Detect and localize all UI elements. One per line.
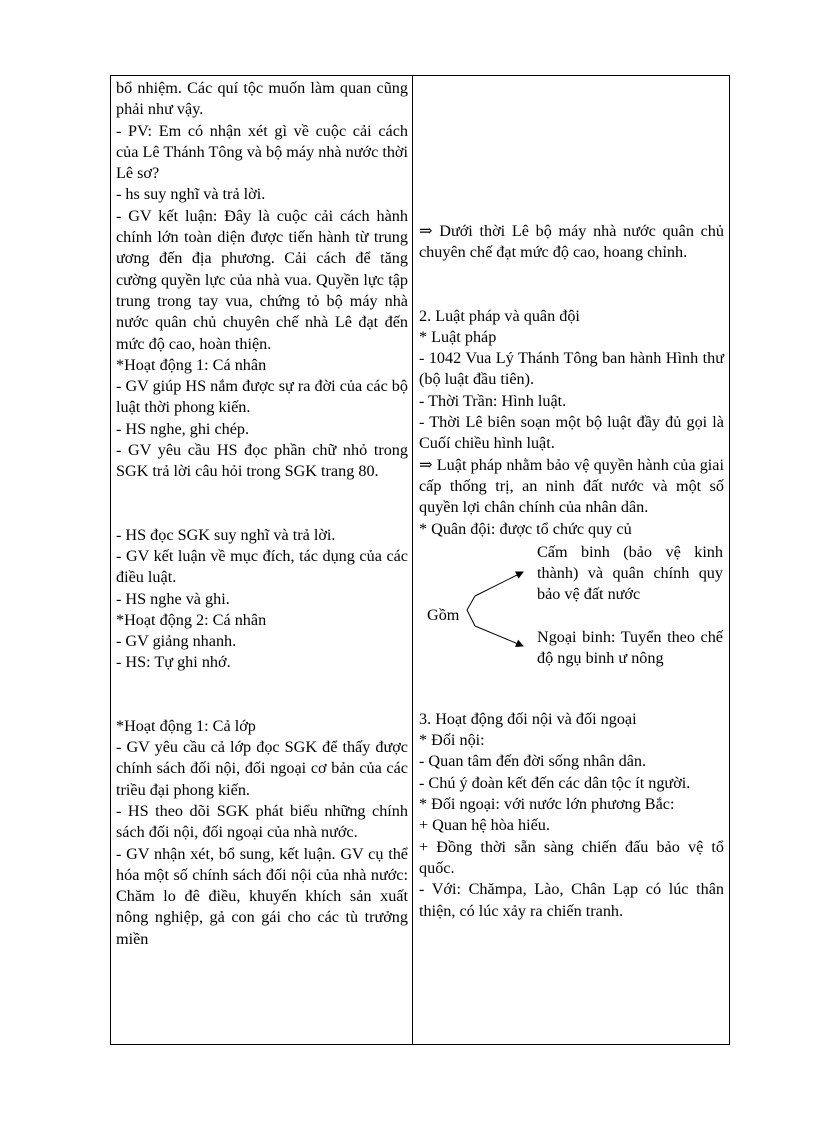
- left-paragraph: - HS nghe, ghi chép.: [116, 419, 250, 438]
- right-paragraph: - Thời Trần: Hình luật.: [419, 391, 567, 410]
- right-paragraph: + Đồng thời sẵn sàng chiến đấu bảo vệ tổ quốc.: [419, 837, 724, 877]
- left-paragraph: - HS đọc SGK suy nghĩ và trả lời.: [116, 525, 336, 544]
- left-paragraph: - HS nghe và ghi.: [116, 589, 230, 608]
- right-paragraph: * Luật pháp: [419, 327, 497, 346]
- column-divider: [412, 76, 413, 1044]
- left-paragraph: - GV kết luận: Đây là cuộc cải cách hành chính lớn toàn diện được tiến hành từ trung ương đến địa phương. Cải cách để tăng cường quyền lực của nhà vua. Quyền lực tập trung trong tay vua, chứng tỏ bộ máy nhà nước quân chủ chuyên chế nhà Lê đạt đến mức độ cao, hoàn thiện.: [116, 206, 408, 353]
- right-paragraph: * Đối nội:: [419, 731, 485, 750]
- arrow-up-right: [475, 572, 523, 596]
- teacher-student-activities-column: [116, 78, 408, 950]
- knowledge-column: [419, 78, 724, 922]
- army-diagram: [419, 540, 724, 666]
- left-paragraph: - GV yêu cầu HS đọc phần chữ nhỏ trong SGK trả lời câu hỏi trong SGK trang 80.: [116, 441, 408, 481]
- arrow-down-right: [475, 626, 523, 646]
- conclusion-text: ⇒ Dưới thời Lê bộ máy nhà nước quân chủ chuyên chế đạt mức độ cao, hoang chỉnh.: [419, 222, 724, 262]
- left-paragraph: - GV nhận xét, bổ sung, kết luận. GV cụ thể hóa một số chính sách đối nội của nhà nước: Chăm lo đê điều, khuyến khích sản xuất nông nghiệp, gả con gái cho các tù trưởng miền: [116, 844, 408, 948]
- right-paragraph: - Quan tâm đến đời sống nhân dân.: [419, 752, 647, 771]
- left-paragraph: - GV giảng nhanh.: [116, 632, 237, 651]
- right-paragraph: - Thời Lê biên soạn một bộ luật đầy đủ gọi là Cuốí chiều hình luật.: [419, 413, 724, 453]
- diagram-branch-bottom: Ngoại binh: Tuyển theo chế độ ngụ binh ư nông: [537, 627, 723, 668]
- activity-heading: *Hoạt động 1: Cả lớp: [116, 716, 256, 735]
- left-paragraph: - GV giúp HS nắm được sự ra đời của các bộ luật thời phong kiến.: [116, 377, 408, 417]
- left-paragraph: - HS: Tự ghi nhớ.: [116, 653, 231, 672]
- right-paragraph: - Chú ý đoàn kết đến các dân tộc ít người.: [419, 773, 691, 792]
- left-paragraph: - hs suy nghĩ và trả lời.: [116, 185, 266, 204]
- activity-heading: *Hoạt động 1: Cá nhân: [116, 355, 267, 374]
- section-heading: 3. Hoạt động đối nội và đối ngoại: [419, 709, 637, 728]
- left-paragraph: - GV yêu cầu cả lớp đọc SGK để thấy được chính sách đối nội, đối ngoại cơ bản của các triều đại phong kiến.: [116, 738, 408, 799]
- left-paragraph: - GV kết luận về mục đích, tác dụng của các điều luật.: [116, 546, 408, 587]
- activity-heading: *Hoạt động 2: Cá nhân: [116, 610, 267, 629]
- right-paragraph: ⇒ Luật pháp nhằm bảo vệ quyền hành của giai cấp thống trị, an ninh đất nước và một số quyền lợi chân chính của nhân dân.: [419, 455, 724, 517]
- right-paragraph: * Đối ngoại: với nước lớn phương Bắc:: [419, 795, 675, 814]
- left-paragraph: bổ nhiệm. Các quí tộc muốn làm quan cũng phải như vậy.: [116, 79, 408, 119]
- diagram-branch-top: Cấm binh (bảo vệ kinh thành) và quân chính quy bảo vệ đất nước: [537, 542, 723, 604]
- lesson-table: [110, 75, 730, 1045]
- diagram-root-label: Gồm: [427, 605, 460, 624]
- right-paragraph: * Quân đội: được tổ chức quy củ: [419, 519, 632, 538]
- left-paragraph: - HS theo dõi SGK phát biểu những chính sách đối nội, đối ngoại của nhà nước.: [116, 801, 408, 842]
- right-paragraph: + Quan hệ hòa hiếu.: [419, 816, 550, 835]
- section-heading: 2. Luật pháp và quân đội: [419, 306, 580, 325]
- right-paragraph: - 1042 Vua Lý Thánh Tông ban hành Hình thư (bộ luật đầu tiên).: [419, 349, 724, 389]
- right-paragraph: - Với: Chămpa, Lào, Chân Lạp có lúc thân thiện, có lúc xảy ra chiến tranh.: [419, 880, 724, 920]
- left-paragraph: - PV: Em có nhận xét gì về cuộc cải cách của Lê Thánh Tông và bộ máy nhà nước thời Lê sơ?: [116, 121, 408, 183]
